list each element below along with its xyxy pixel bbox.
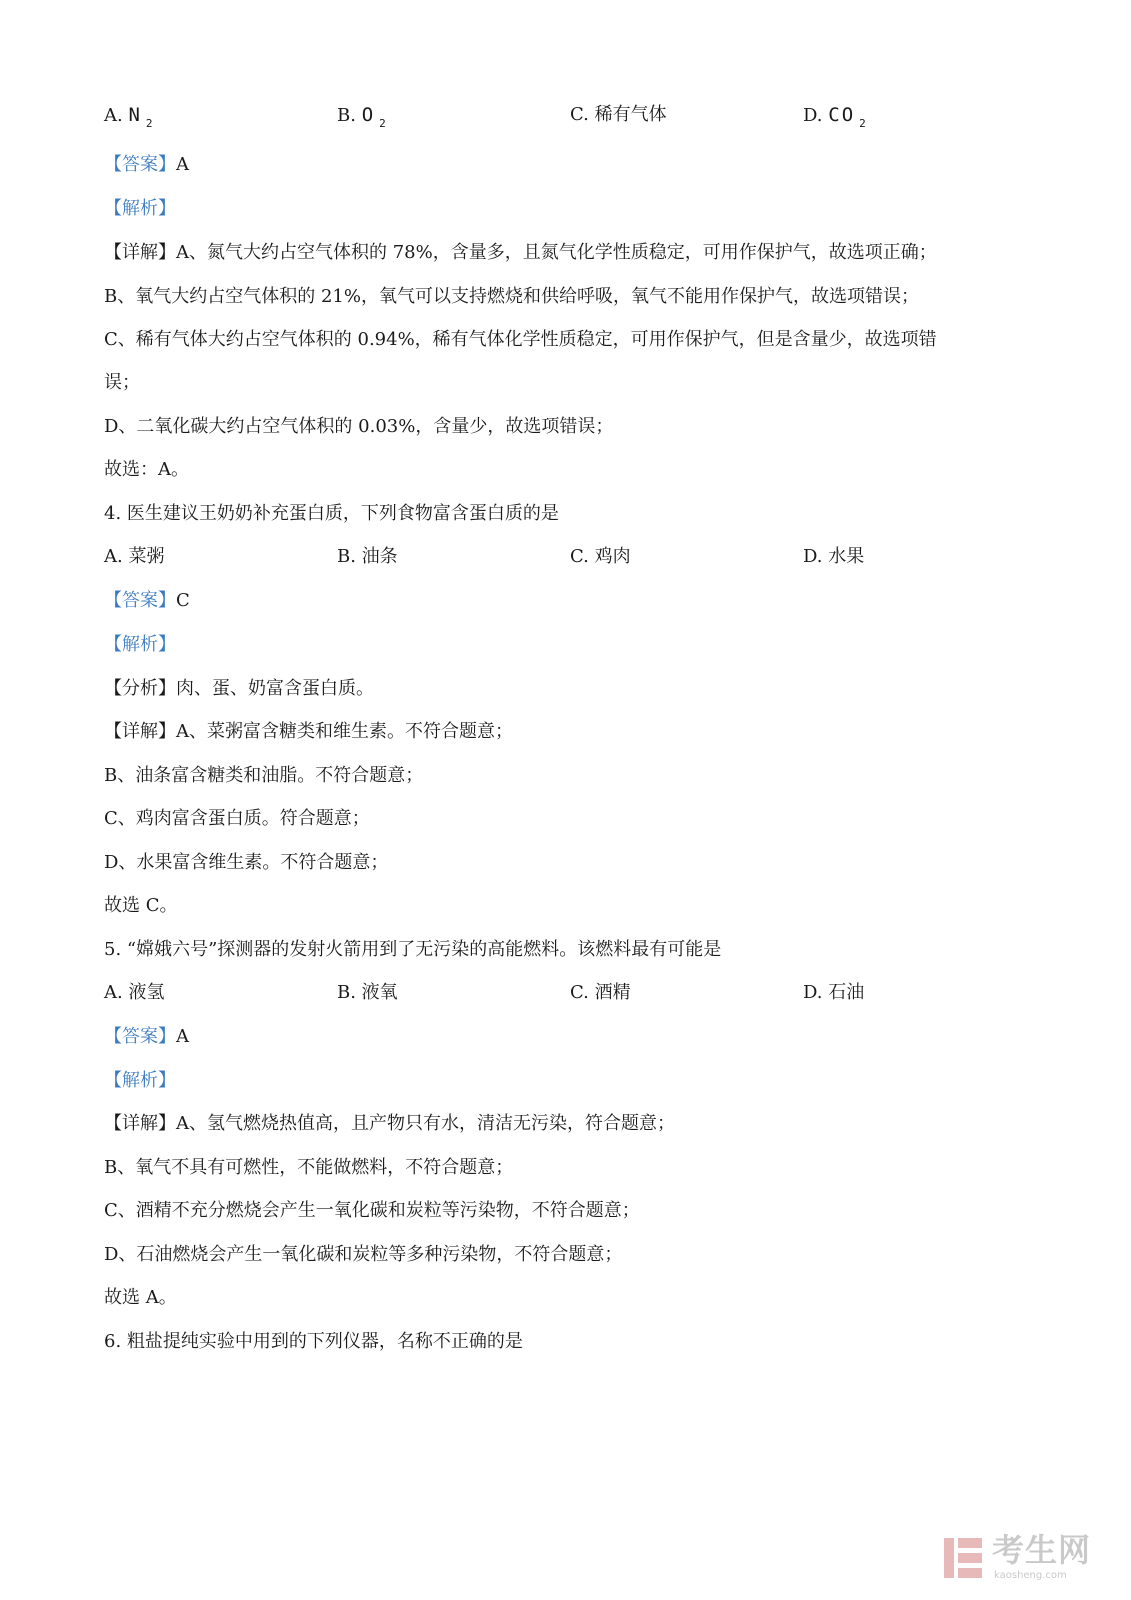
kaosheng-logo-icon [942,1534,984,1582]
q3-detail-a: 【详解】A、氮气大约占空气体积的 78%，含量多，且氮气化学性质稳定，可用作保护气，故选项正确； [104,242,937,263]
q4-stem: 4. 医生建议王奶奶补充蛋白质，下列食物富含蛋白质的是 [104,503,559,524]
q3-analysis-tag: 【解析】 [104,198,176,219]
q5-option-d: D. 石油 [803,982,865,1003]
q5-options [104,980,1024,1010]
q4-analysis-tag: 【解析】 [104,634,176,655]
q5-answer: 【答案】A [104,1026,189,1047]
q3-option-d: D. CO $_2$ [803,104,868,130]
q3-detail-c2: 误； [104,372,140,393]
watermark-url: kaosheng.com [994,1570,1067,1581]
q3-detail-c1: C、稀有气体大约占空气体积的 0.94%，稀有气体化学性质稳定，可用作保护气，但是含量少，故选项错 [104,329,937,350]
q4-choose: 故选 C。 [104,895,178,916]
q5-choose: 故选 A。 [104,1287,177,1308]
q5-option-a: A. 液氢 [104,982,165,1003]
q4-detail-a: 【详解】A、菜粥富含糖类和维生素。不符合题意； [104,721,513,742]
q3-option-b: B. O $_2$ [337,104,388,130]
q3-option-c: C. 稀有气体 [570,104,667,125]
watermark [942,1530,1122,1586]
q4-option-a: A. 菜粥 [104,546,165,567]
q4-answer: 【答案】C [104,590,190,611]
q5-stem: 5. “嫦娥六号”探测器的发射火箭用到了无污染的高能燃料。该燃料最有可能是 [104,939,722,960]
q3-choose: 故选：A。 [104,459,189,480]
q3-options [104,102,1024,132]
q3-answer: 【答案】A [104,154,189,175]
q4-option-d: D. 水果 [803,546,865,567]
q6-stem: 6. 粗盐提纯实验中用到的下列仪器，名称不正确的是 [104,1331,523,1352]
q5-detail-b: B、氧气不具有可燃性，不能做燃料，不符合题意； [104,1157,514,1178]
q3-detail-b: B、氧气大约占空气体积的 21%，氧气可以支持燃烧和供给呼吸，氧气不能用作保护气，故选项错误； [104,286,919,307]
q4-option-b: B. 油条 [337,546,398,567]
q5-detail-d: D、石油燃烧会产生一氧化碳和炭粒等多种污染物，不符合题意； [104,1244,623,1265]
q5-option-c: C. 酒精 [570,982,631,1003]
q4-detail-d: D、水果富含维生素。不符合题意； [104,852,389,873]
watermark-text: 考生网 [992,1531,1092,1569]
q5-detail-a: 【详解】A、氢气燃烧热值高，且产物只有水，清洁无污染，符合题意； [104,1113,675,1134]
q4-fenxi: 【分析】肉、蛋、奶富含蛋白质。 [104,678,374,699]
q4-options [104,544,1024,574]
q4-detail-b: B、油条富含糖类和油脂。不符合题意； [104,765,424,786]
q3-option-a: A. N $_2$ [104,104,155,130]
q5-analysis-tag: 【解析】 [104,1070,176,1091]
q5-option-b: B. 液氧 [337,982,398,1003]
q4-detail-c: C、鸡肉富含蛋白质。符合题意； [104,808,370,829]
q5-detail-c: C、酒精不充分燃烧会产生一氧化碳和炭粒等污染物，不符合题意； [104,1200,640,1221]
q3-detail-d: D、二氧化碳大约占空气体积的 0.03%，含量少，故选项错误； [104,416,614,437]
q4-option-c: C. 鸡肉 [570,546,631,567]
